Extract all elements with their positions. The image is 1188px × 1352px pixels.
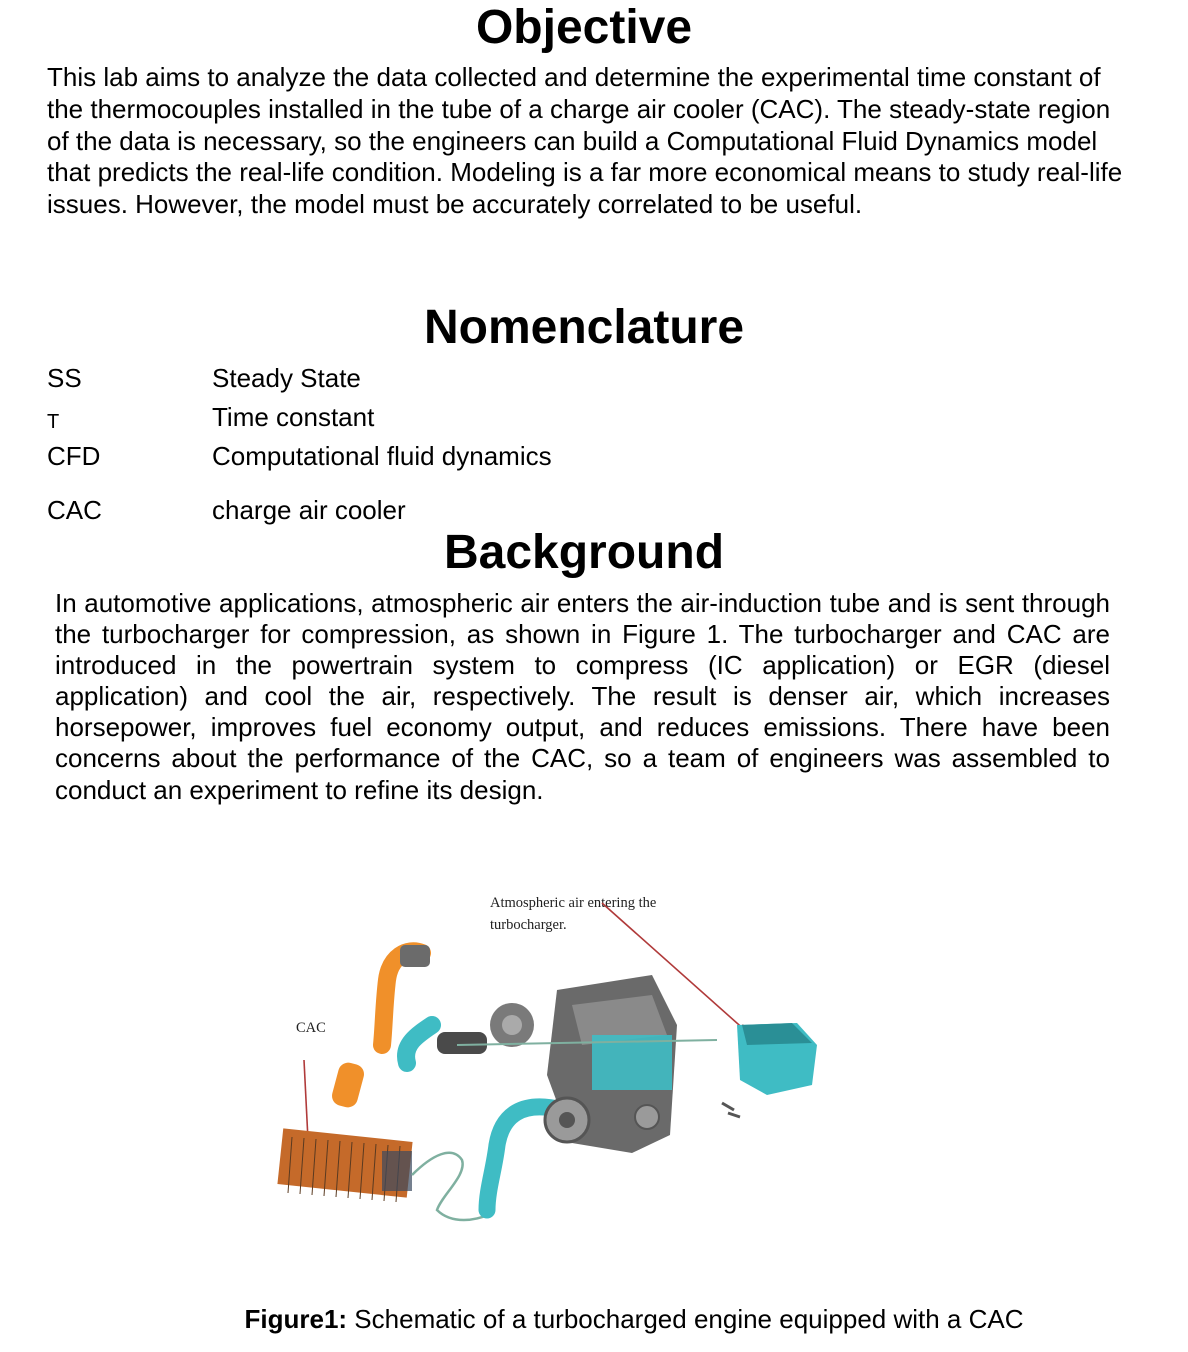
air-box [722,1023,817,1117]
cac-label: CAC [296,1020,326,1036]
objective-paragraph: This lab aims to analyze the data collected and determine the experimental time constant of the thermocouples installed in the tube of a charge air cooler (CAC). The steady-state region of the data is necessary, so the engineers can build a Computational Fluid Dynamics model that predicts the real-life condition. Modeling is a far more economical means to study real-life issues. However, the model must be accurately correlated to be useful. [47,62,1123,220]
air-intake-label-line2: turbocharger. [490,917,567,933]
background-heading: Background [443,526,725,579]
cac-arrow [304,1060,308,1140]
figure-caption [0,1303,1188,1335]
figure-caption-label: Figure1: [244,1304,348,1334]
nomenclature-definition: charge air cooler [212,495,406,525]
nomenclature-symbol: CAC [47,495,102,525]
nomenclature-definition: Time constant [212,402,375,432]
nomenclature-definition: Steady State [212,363,361,393]
nomenclature-symbol: T [47,411,60,433]
turbocharged-engine-schematic [272,885,832,1235]
nomenclature-symbol: SS [47,363,82,393]
engine-block [545,975,677,1153]
nomenclature-symbol: CFD [47,441,101,471]
hose-clamp [400,945,430,967]
connecting-pipe [412,1153,487,1220]
nomenclature-definition: Computational fluid dynamics [212,441,552,471]
turbocharger [437,1003,534,1054]
figure-caption-text: Schematic of a turbocharged engine equipped with a CAC [347,1304,1024,1334]
nomenclature-heading: Nomenclature [423,301,745,354]
objective-heading: Objective [475,1,693,54]
background-paragraph: In automotive applications, atmospheric air enters the air-induction tube and is sent through the turbocharger for compression, as shown in Figure 1. The turbocharger and CAC are introduced in the powertrain system to compress (IC application) or EGR (diesel application) and cool the air, respectively. The result is denser air, which increases horsepower, improves fuel economy output, and reduces emissions. There have been concerns about the performance of the CAC, so a team of engineers was assembled to conduct an experiment to refine its design. [55,588,1110,805]
charge-air-cooler [277,1128,412,1202]
orange-lower-hose [330,1060,367,1109]
air-intake-label-line1: Atmospheric air entering the [490,895,657,911]
teal-intake-hose [406,1025,432,1063]
